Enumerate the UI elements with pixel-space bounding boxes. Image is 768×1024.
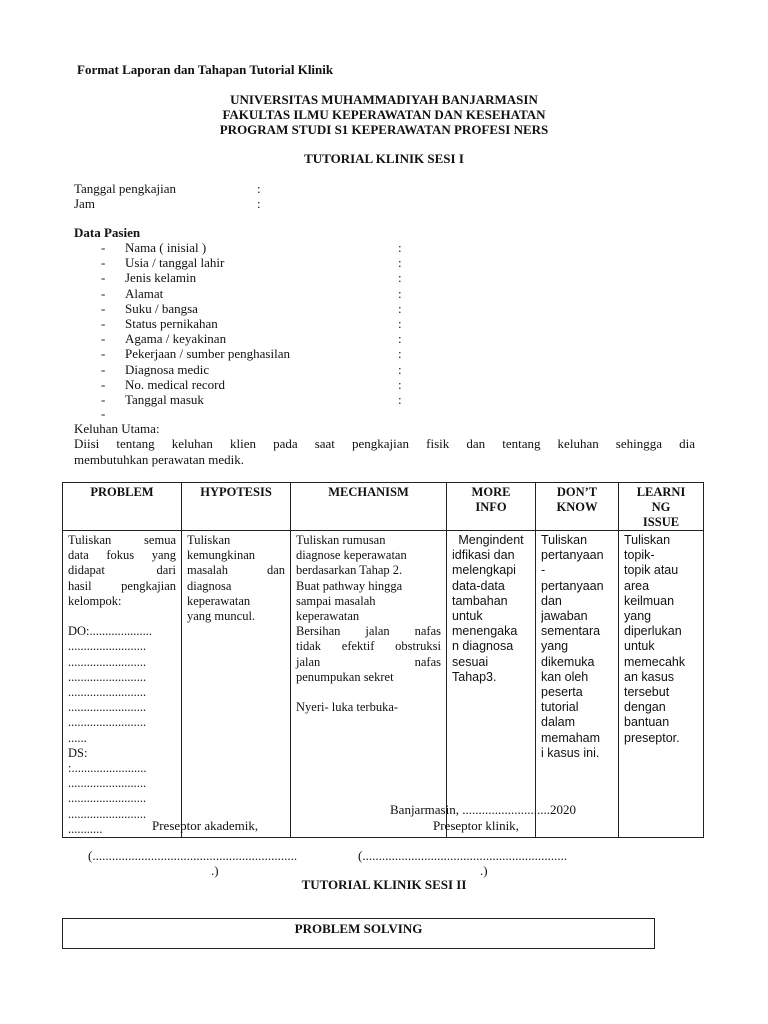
patient-field-label: Jenis kelamin xyxy=(125,270,197,286)
problem-dots: ......................... xyxy=(68,685,147,700)
problem-dots: ........... xyxy=(68,821,103,836)
dont-know-line: sementara xyxy=(541,624,601,639)
dont-know-line: pertanyaan xyxy=(541,578,604,593)
mechanism-line: Tuliskan rumusan xyxy=(296,533,386,547)
dont-know-line: - xyxy=(541,563,546,578)
problem-dots: ......................... xyxy=(68,654,147,669)
problem-dots: ......................... xyxy=(68,700,147,715)
mechanism-line: diagnose keperawatan xyxy=(296,548,407,563)
field-colon: : xyxy=(398,376,402,392)
learning-line: dengan xyxy=(624,700,666,715)
list-bullet: - xyxy=(101,406,106,421)
more-info-line: data-data xyxy=(452,578,505,593)
header-learning-line3: ISSUE xyxy=(642,515,680,529)
mechanism-line: sampai masalah xyxy=(296,593,376,608)
learning-line: Tuliskan xyxy=(624,533,671,547)
dont-know-line: dalam xyxy=(541,715,576,730)
mechanism-line: penumpukan sekret xyxy=(296,669,394,684)
learning-line: untuk xyxy=(624,639,655,654)
learning-line: diperlukan xyxy=(624,624,682,639)
problem-ds-label: DS: xyxy=(68,745,88,760)
more-info-line: menengaka xyxy=(452,624,518,639)
more-info-line: tambahan xyxy=(452,593,508,608)
learning-line: memecahk xyxy=(624,654,686,669)
field-colon: : xyxy=(398,285,402,301)
hypotesis-line: Tuliskan xyxy=(187,533,231,547)
more-info-line: sesuai xyxy=(452,654,489,669)
dont-know-line: jawaban xyxy=(541,609,588,624)
dont-know-line: yang xyxy=(541,639,569,654)
problem-do-label: DO:.................... xyxy=(68,624,153,639)
hypotesis-line: yang muncul. xyxy=(187,609,256,624)
problem-dots: ...... xyxy=(68,730,87,745)
patient-field-label: Alamat xyxy=(125,285,164,301)
patient-data-title: Data Pasien xyxy=(74,225,141,240)
problem-dots: ......................... xyxy=(68,776,147,791)
cell-learning-issue xyxy=(619,531,704,838)
patient-field-label: Nama ( inisial ) xyxy=(125,240,207,255)
mechanism-line: berdasarkan Tahap 2. xyxy=(296,563,403,578)
dont-know-line: peserta xyxy=(541,685,583,700)
problem-dots: ......................... xyxy=(68,715,147,730)
header-problem-text: PROBLEM xyxy=(90,485,154,499)
complaint-text-line2: membutuhkan perawatan medik. xyxy=(74,452,245,467)
problem-dots: ......................... xyxy=(68,669,147,684)
complaint-text-line1: Diisi tentang keluhan klien pada saat pengkajian fisik dan tentang keluhan sehingga dia xyxy=(74,436,695,451)
header-more-info-line2: INFO xyxy=(475,500,507,514)
list-bullet: - xyxy=(101,285,106,301)
academic-signature-line: (............................................................... xyxy=(88,848,298,863)
mechanism-line: Bersihan jalan nafas xyxy=(296,624,441,639)
learning-line: preseptor. xyxy=(624,730,680,745)
cell-dont-know xyxy=(536,531,619,838)
list-bullet: - xyxy=(101,392,106,407)
patient-field-label: Status pernikahan xyxy=(125,316,218,331)
problem-solving-box xyxy=(62,918,655,949)
assessment-date-colon: : xyxy=(257,181,261,196)
field-colon: : xyxy=(398,331,402,347)
learning-line: tersebut xyxy=(624,685,670,700)
learning-line: topik- xyxy=(624,548,655,563)
field-colon: : xyxy=(398,316,402,331)
mechanism-line: keperawatan xyxy=(296,609,360,624)
patient-field-label: Agama / keyakinan xyxy=(125,331,227,347)
patient-field-label: Usia / tanggal lahir xyxy=(125,255,225,271)
patient-field-label: Tanggal masuk xyxy=(125,392,204,407)
header-mechanism-text: MECHANISM xyxy=(328,485,409,499)
problem-line: kelompok: xyxy=(68,593,122,608)
cell-mechanism xyxy=(291,531,447,838)
list-bullet: - xyxy=(101,376,106,392)
document-title: Format Laporan dan Tahapan Tutorial Klinik xyxy=(77,62,334,77)
mechanism-line: tidak efektif obstruksi xyxy=(296,639,441,654)
learning-line: keilmuan xyxy=(624,593,675,608)
dont-know-line: dan xyxy=(541,593,562,608)
patient-field-label: Suku / bangsa xyxy=(125,300,198,316)
patient-field-label: Pekerjaan / sumber penghasilan xyxy=(125,346,290,362)
cell-problem xyxy=(63,531,182,838)
header-problem xyxy=(63,483,182,531)
dont-know-line: pertanyaan xyxy=(541,548,604,563)
mechanism-line: jalan nafas xyxy=(296,654,441,669)
list-bullet: - xyxy=(101,331,106,347)
assessment-date-label: Tanggal pengkajian xyxy=(74,181,176,196)
learning-line: yang xyxy=(624,609,652,624)
assessment-time-colon: : xyxy=(257,196,261,211)
hypotesis-line: diagnosa xyxy=(187,578,232,593)
dont-know-line: dikemuka xyxy=(541,654,595,669)
header-dont-know-line2: KNOW xyxy=(556,500,598,514)
header-mechanism xyxy=(291,483,447,531)
cell-more-info xyxy=(447,531,536,838)
header-dont-know-line1: DON’T xyxy=(556,485,598,499)
problem-line: Tuliskan semua xyxy=(68,533,176,547)
header-learning-line2: NG xyxy=(651,500,671,514)
dont-know-line: Tuliskan xyxy=(541,533,588,547)
header-more-info xyxy=(447,483,536,531)
learning-line: topik atau xyxy=(624,563,679,578)
problem-line: didapat dari xyxy=(68,563,176,578)
signature-place-date: Banjarmasin, ...........................2020 xyxy=(390,802,576,817)
clinical-signature-close: .) xyxy=(480,863,488,878)
field-colon: : xyxy=(398,300,402,316)
list-bullet: - xyxy=(101,316,106,331)
mechanism-line: Buat pathway hingga xyxy=(296,578,403,593)
patient-field-label: No. medical record xyxy=(125,376,225,392)
session2-title: TUTORIAL KLINIK SESI II xyxy=(301,877,467,892)
list-bullet: - xyxy=(101,361,106,377)
mechanism-line: Nyeri- luka terbuka- xyxy=(296,700,399,715)
hypotesis-line: masalah dan xyxy=(187,563,285,578)
more-info-line: Mengindent xyxy=(458,533,524,547)
session1-title: TUTORIAL KLINIK SESI I xyxy=(304,151,464,166)
patient-field-label: Diagnosa medic xyxy=(125,361,210,377)
clinical-preceptor-label: Preseptor klinik, xyxy=(433,818,519,833)
more-info-line: idfikasi dan xyxy=(452,548,515,563)
assessment-time-label: Jam xyxy=(74,196,95,211)
problem-dots: ......................... xyxy=(68,806,147,821)
hypotesis-line: kemungkinan xyxy=(187,548,256,563)
more-info-line: Tahap3. xyxy=(452,669,497,684)
problem-solving-title: PROBLEM SOLVING xyxy=(294,921,423,936)
university-name: UNIVERSITAS MUHAMMADIYAH BANJARMASIN xyxy=(230,92,538,107)
field-colon: : xyxy=(398,361,402,377)
problem-dots: :........................ xyxy=(68,761,147,776)
more-info-line: melengkapi xyxy=(452,563,516,578)
problem-line: hasil pengkajian xyxy=(68,578,176,593)
tutorial-table xyxy=(62,482,704,838)
header-hypotesis-text: HYPOTESIS xyxy=(200,485,272,499)
learning-line: an kasus xyxy=(624,669,675,684)
program-name: PROGRAM STUDI S1 KEPERAWATAN PROFESI NERS xyxy=(219,122,549,137)
dont-know-line: kan oleh xyxy=(541,669,589,684)
more-info-line: n diagnosa xyxy=(452,639,514,654)
academic-preceptor-label: Preseptor akademik, xyxy=(152,818,259,833)
field-colon: : xyxy=(398,240,402,255)
complaint-label: Keluhan Utama: xyxy=(74,421,160,436)
learning-line: bantuan xyxy=(624,715,670,730)
list-bullet: - xyxy=(101,255,106,271)
clinical-signature-line: (............................................................... xyxy=(358,848,568,863)
problem-line: data fokus yang xyxy=(68,548,176,563)
list-bullet: - xyxy=(101,240,106,255)
header-learning-issue xyxy=(619,483,704,531)
learning-line: area xyxy=(624,578,650,593)
list-bullet: - xyxy=(101,270,106,286)
faculty-name: FAKULTAS ILMU KEPERAWATAN DAN KESEHATAN xyxy=(222,107,546,122)
dont-know-line: tutorial xyxy=(541,700,579,715)
list-bullet: - xyxy=(101,300,106,316)
academic-signature-close: .) xyxy=(211,863,219,878)
cell-hypotesis xyxy=(182,531,291,838)
dont-know-line: i kasus ini. xyxy=(541,745,600,760)
hypotesis-line: keperawatan xyxy=(187,593,251,608)
table-row xyxy=(63,531,704,838)
field-colon: : xyxy=(398,346,402,362)
field-colon: : xyxy=(398,255,402,271)
field-colon: : xyxy=(398,270,402,286)
problem-dots: ......................... xyxy=(68,791,147,806)
more-info-line: untuk xyxy=(452,609,483,624)
header-more-info-line1: MORE xyxy=(471,485,511,499)
header-hypotesis xyxy=(182,483,291,531)
problem-dots: ......................... xyxy=(68,639,147,654)
table-header-row xyxy=(63,483,704,531)
dont-know-line: memaham xyxy=(541,730,601,745)
field-colon: : xyxy=(398,392,402,407)
header-learning-line1: LEARNI xyxy=(636,485,686,499)
list-bullet: - xyxy=(101,346,106,362)
header-dont-know xyxy=(536,483,619,531)
